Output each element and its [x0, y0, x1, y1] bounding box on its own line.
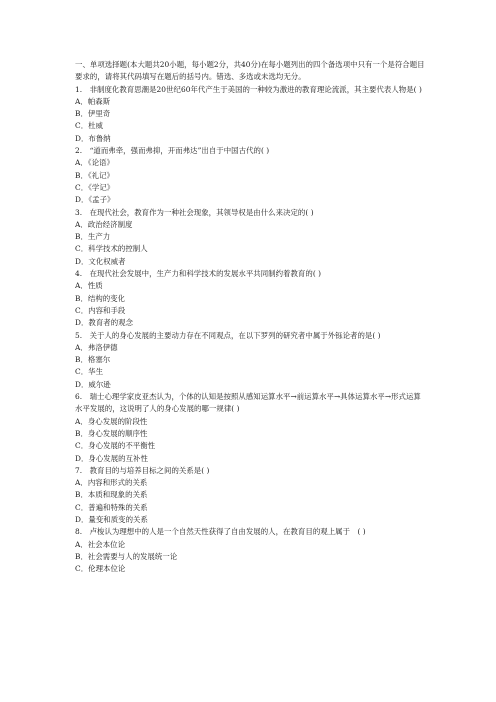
- exam-content: [75, 59, 425, 575]
- answer-option: D．身心发展的互补性: [75, 453, 148, 463]
- section-intro: 一、单项选择题(本大题共20小题，每小题2分，共40分)在每小题列出的四个备选项中只有一个是符合题目要求的，请将其代码填写在题后的括号内。错选、多选或未选均无分。: [75, 60, 425, 82]
- answer-option: C．杜威: [75, 121, 104, 131]
- answer-option: B．社会需要与人的发展统一论: [75, 551, 178, 561]
- answer-option: C．伦理本位论: [75, 564, 126, 574]
- answer-option: A．政治经济制度: [75, 219, 133, 229]
- answer-option: D．量变和质变的关系: [75, 514, 148, 524]
- answer-option: B．结构的变化: [75, 293, 126, 303]
- answer-option: D．布鲁纳: [75, 133, 111, 143]
- answer-option: C．普遍和特殊的关系: [75, 502, 148, 512]
- answer-option: C．《学记》: [75, 182, 115, 192]
- answer-option: D．教育者的观念: [75, 318, 134, 328]
- answer-option: D．文化权威者: [75, 256, 126, 266]
- answer-option: C．身心发展的不平衡性: [75, 441, 156, 451]
- answer-option: B．伊里奇: [75, 109, 111, 119]
- question-stem: 5. 关于人的身心发展的主要动力存在不同观点，在以下罗列的研究者中属于外铄论者的是( ): [75, 330, 381, 340]
- answer-option: B．本质和现象的关系: [75, 490, 148, 500]
- question-stem: 7. 教育目的与培养目标之间的关系是( ): [75, 465, 210, 475]
- answer-option: B．身心发展的顺序性: [75, 428, 148, 438]
- question-stem: 6. 瑞士心理学家皮亚杰认为，个体的认知是按照从感知运算水平→前运算水平→具体运算水平→形式运算水平发展的，这说明了人的身心发展的哪一规律( ): [75, 392, 421, 414]
- answer-option: C．华生: [75, 367, 104, 377]
- answer-option: B．《礼记》: [75, 170, 114, 180]
- answer-option: C．内容和手段: [75, 305, 126, 315]
- answer-option: A．《论语》: [75, 158, 114, 168]
- question-stem: 1. 非制度化教育思潮是20世纪60年代产生于美国的一种较为激进的教育理论流派，其主要代表人物是( ): [75, 84, 422, 94]
- question-stem: 3. 在现代社会，教育作为一种社会现象，其领导权是由什么来决定的( ): [75, 207, 314, 217]
- answer-option: C．科学技术的控制人: [75, 244, 148, 254]
- answer-option: A．帕森斯: [75, 96, 111, 106]
- answer-option: B．生产力: [75, 232, 111, 242]
- answer-option: A．社会本位论: [75, 539, 126, 549]
- question-stem: 4. 在现代社会发展中，生产力和科学技术的发展水平共同制约着教育的( ): [75, 269, 322, 279]
- question-stem: 8. 卢梭认为理想中的人是一个自然天性获得了自由发展的人，在教育目的观上属于 ( ): [75, 527, 366, 537]
- answer-option: A．弗洛伊德: [75, 342, 118, 352]
- question-stem: 2. “道而弗牵，强而弗抑，开而弗达”出自于中国古代的( ): [75, 146, 270, 156]
- answer-option: A．内容和形式的关系: [75, 478, 148, 488]
- answer-option: D．《孟子》: [75, 195, 115, 205]
- answer-option: A．身心发展的阶段性: [75, 416, 148, 426]
- question-list: [75, 84, 425, 576]
- answer-option: D．威尔逊: [75, 379, 111, 389]
- answer-option: A．性质: [75, 281, 103, 291]
- answer-option: B．格塞尔: [75, 355, 111, 365]
